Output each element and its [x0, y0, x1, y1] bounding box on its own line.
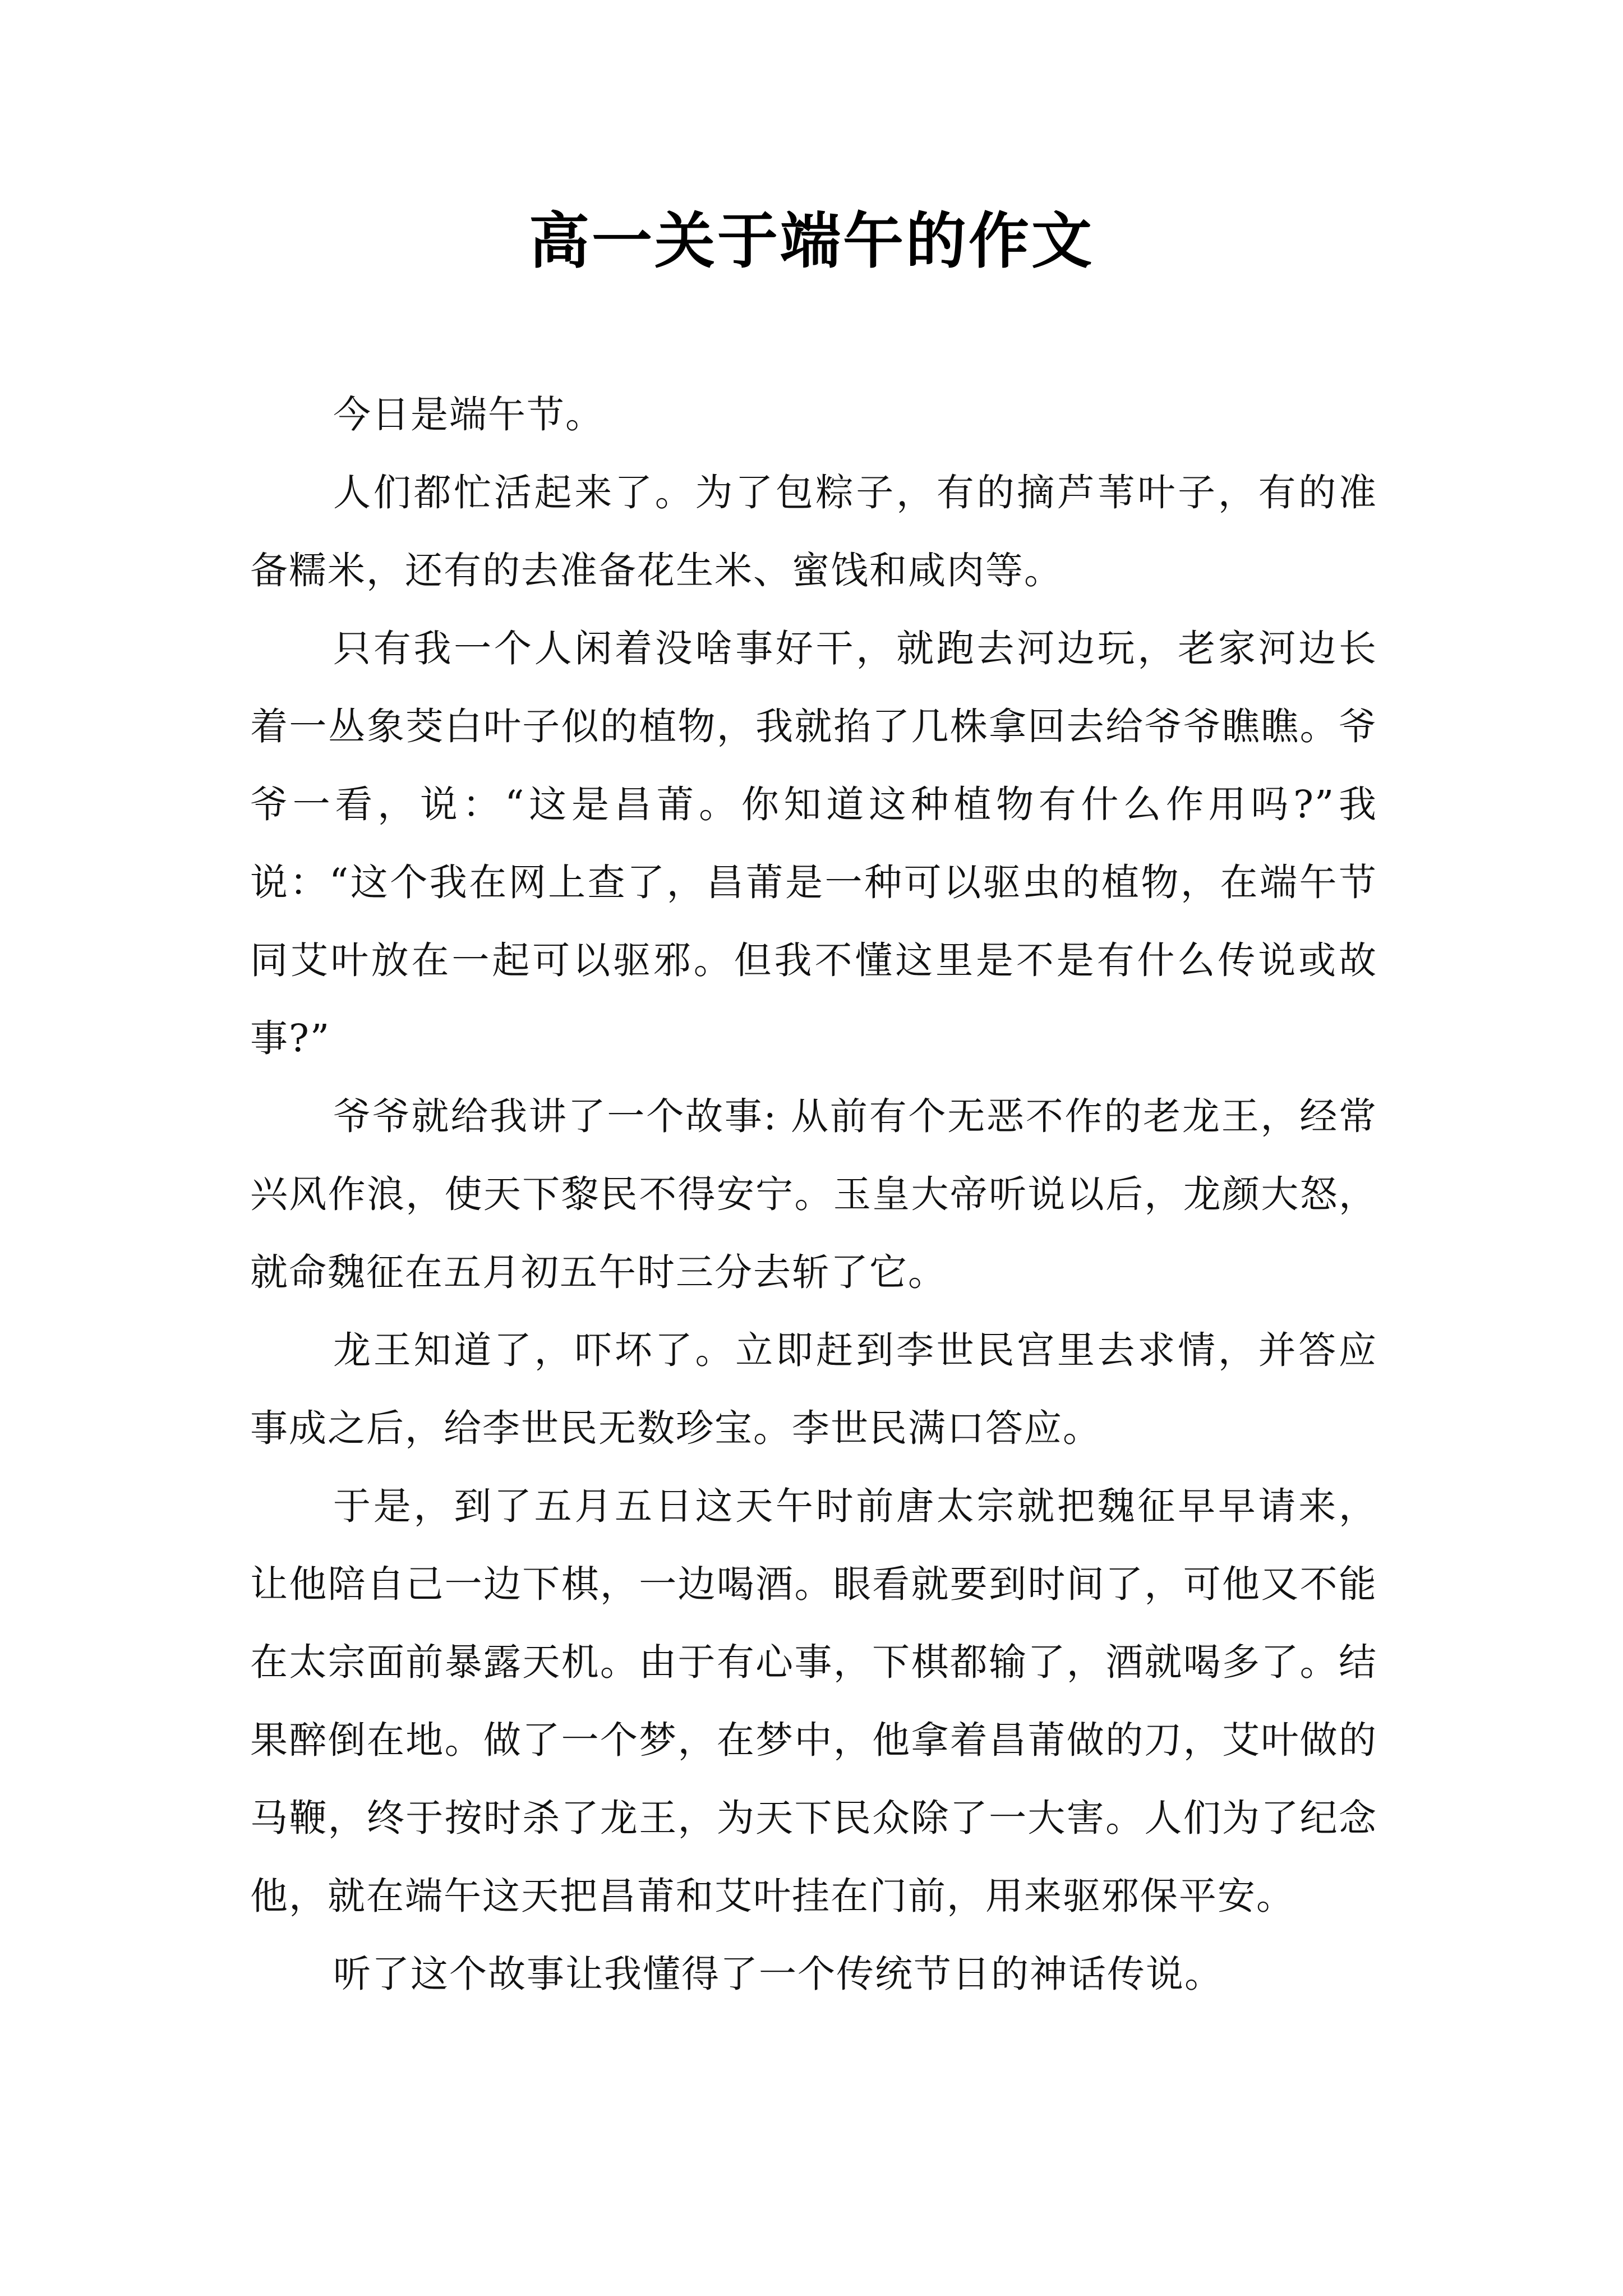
paragraph: 于是，到了五月五日这天午时前唐太宗就把魏征早早请来，让他陪自己一边下棋，一边喝酒。眼看就要到时间了，可他又不能在太宗面前暴露天机。由于有心事，下棋都输了，酒就喝多了。结果醉倒在地。做了一个梦，在梦中，他拿着昌莆做的刀，艾叶做的马鞭，终于按时杀了龙王，为天下民众除了一大害。人们为了纪念他，就在端午这天把昌莆和艾叶挂在门前，用来驱邪保平安。: [250, 1484, 1377, 1918]
paragraph: 今日是端午节。: [333, 393, 604, 436]
paragraph: 人们都忙活起来了。为了包粽子，有的摘芦苇叶子，有的准备糯米，还有的去准备花生米、蜜饯和咸肉等。: [250, 471, 1377, 592]
paragraph: 听了这个故事让我懂得了一个传统节日的神话传说。: [333, 1952, 1223, 1996]
paragraph: 爷爷就给我讲了一个故事: 从前有个无恶不作的老龙王，经常兴风作浪，使天下黎民不得安宁。玉皇大帝听说以后，龙颜大怒，就命魏征在五月初五午时三分去斩了它。: [250, 1094, 1377, 1294]
document-title: 高一关于端午的作文: [528, 206, 1094, 277]
paragraph: 只有我一个人闲着没啥事好干，就跑去河边玩，老家河边长着一丛象茭白叶子似的植物，我就掐了几株拿回去给爷爷瞧瞧。爷爷一看，说：“这是昌莆。你知道这种植物有什么作用吗?”我说：“这个我在网上查了，昌莆是一种可以驱虫的植物，在端午节同艾叶放在一起可以驱邪。但我不懂这里是不是有什么传说或故事?”: [250, 627, 1377, 1060]
paragraph: 龙王知道了，吓坏了。立即赶到李世民宫里去求情，并答应事成之后，给李世民无数珍宝。李世民满口答应。: [250, 1328, 1377, 1450]
document-body: [250, 376, 1377, 2013]
